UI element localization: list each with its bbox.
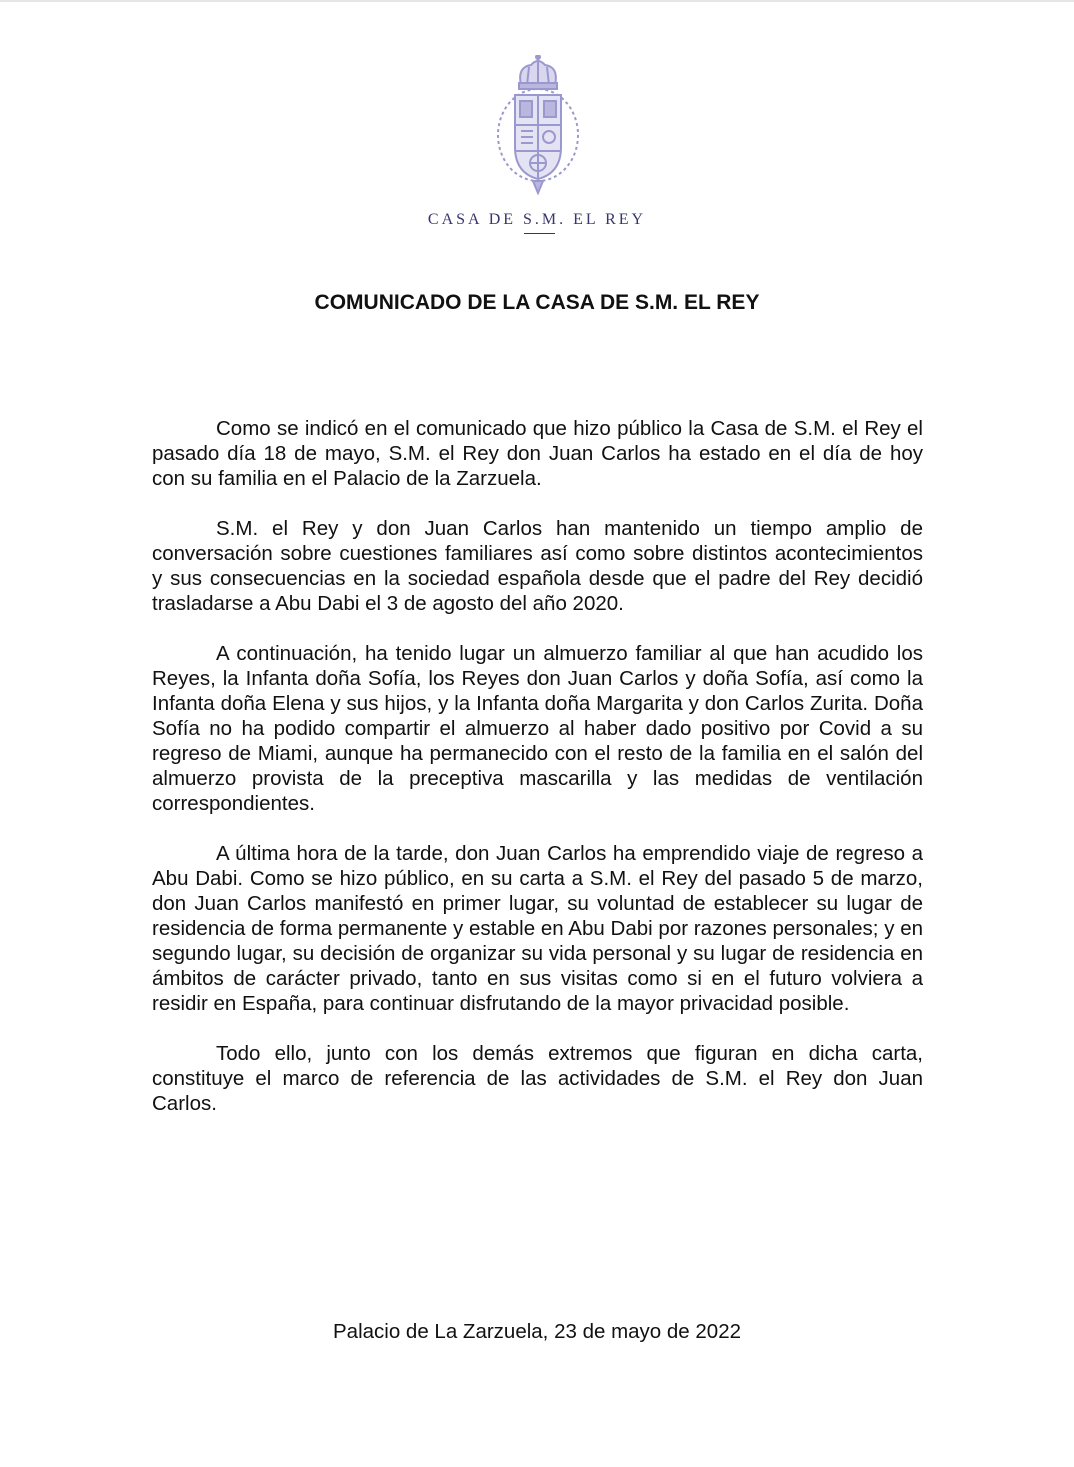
paragraph-5: Todo ello, junto con los demás extremos que figuran en dicha carta, constituye el marco de referencia de las actividades de S.M. el Rey don Juan Carlos. bbox=[152, 1042, 923, 1115]
paragraph-4: A última hora de la tarde, don Juan Carlos ha emprendido viaje de regreso a Abu Dabi. Como se hizo público, en su carta a S.M. el Rey del pasado 5 de marzo, don Juan Carlos manifestó en primer lugar, su voluntad de establecer su lugar de residencia de forma permanente y estable en Abu Dabi por razones personales; y en segundo lugar, su decisión de organizar su vida personal y su lugar de residencia en ámbitos de carácter privado, tanto en sus visitas como si en el futuro volviera a residir en España, para continuar disfrutando de la mayor privacidad posible. bbox=[152, 842, 923, 1015]
top-border bbox=[0, 0, 1074, 2]
paragraph-3: A continuación, ha tenido lugar un almuerzo familiar al que han acudido los Reyes, la Infanta doña Sofía, los Reyes don Juan Carlos y doña Sofía, así como la Infanta doña Elena y sus hijos, y la Infanta doña Margarita y don Carlos Zurita. Doña Sofía no ha podido compartir el almuerzo al haber dado positivo por Covid a su regreso de Miami, aunque ha permanecido con el resto de la familia en el salón del almuerzo provista de la preceptiva mascarilla y las medidas de ventilación correspondientes. bbox=[152, 642, 923, 815]
place-and-date: Palacio de La Zarzuela, 23 de mayo de 2022 bbox=[333, 1320, 741, 1343]
royal-coat-of-arms-icon bbox=[491, 55, 585, 195]
page-title: COMUNICADO DE LA CASA DE S.M. EL REY bbox=[314, 291, 760, 314]
communique-body bbox=[152, 416, 923, 1141]
paragraph-1: Como se indicó en el comunicado que hizo público la Casa de S.M. el Rey el pasado día 18 de mayo, S.M. el Rey don Juan Carlos ha estado en el día de hoy con su familia en el Palacio de la Zarzuela. bbox=[152, 417, 923, 490]
paragraph-2: S.M. el Rey y don Juan Carlos han mantenido un tiempo amplio de conversación sobre cuestiones familiares así como sobre distintos acontecimientos y sus consecuencias en la sociedad española desde que el padre del Rey decidió trasladarse a Abu Dabi el 3 de agosto del año 2020. bbox=[152, 517, 923, 615]
organization-name: CASA DE S.M. EL REY bbox=[427, 211, 647, 228]
organization-underline bbox=[524, 233, 555, 234]
